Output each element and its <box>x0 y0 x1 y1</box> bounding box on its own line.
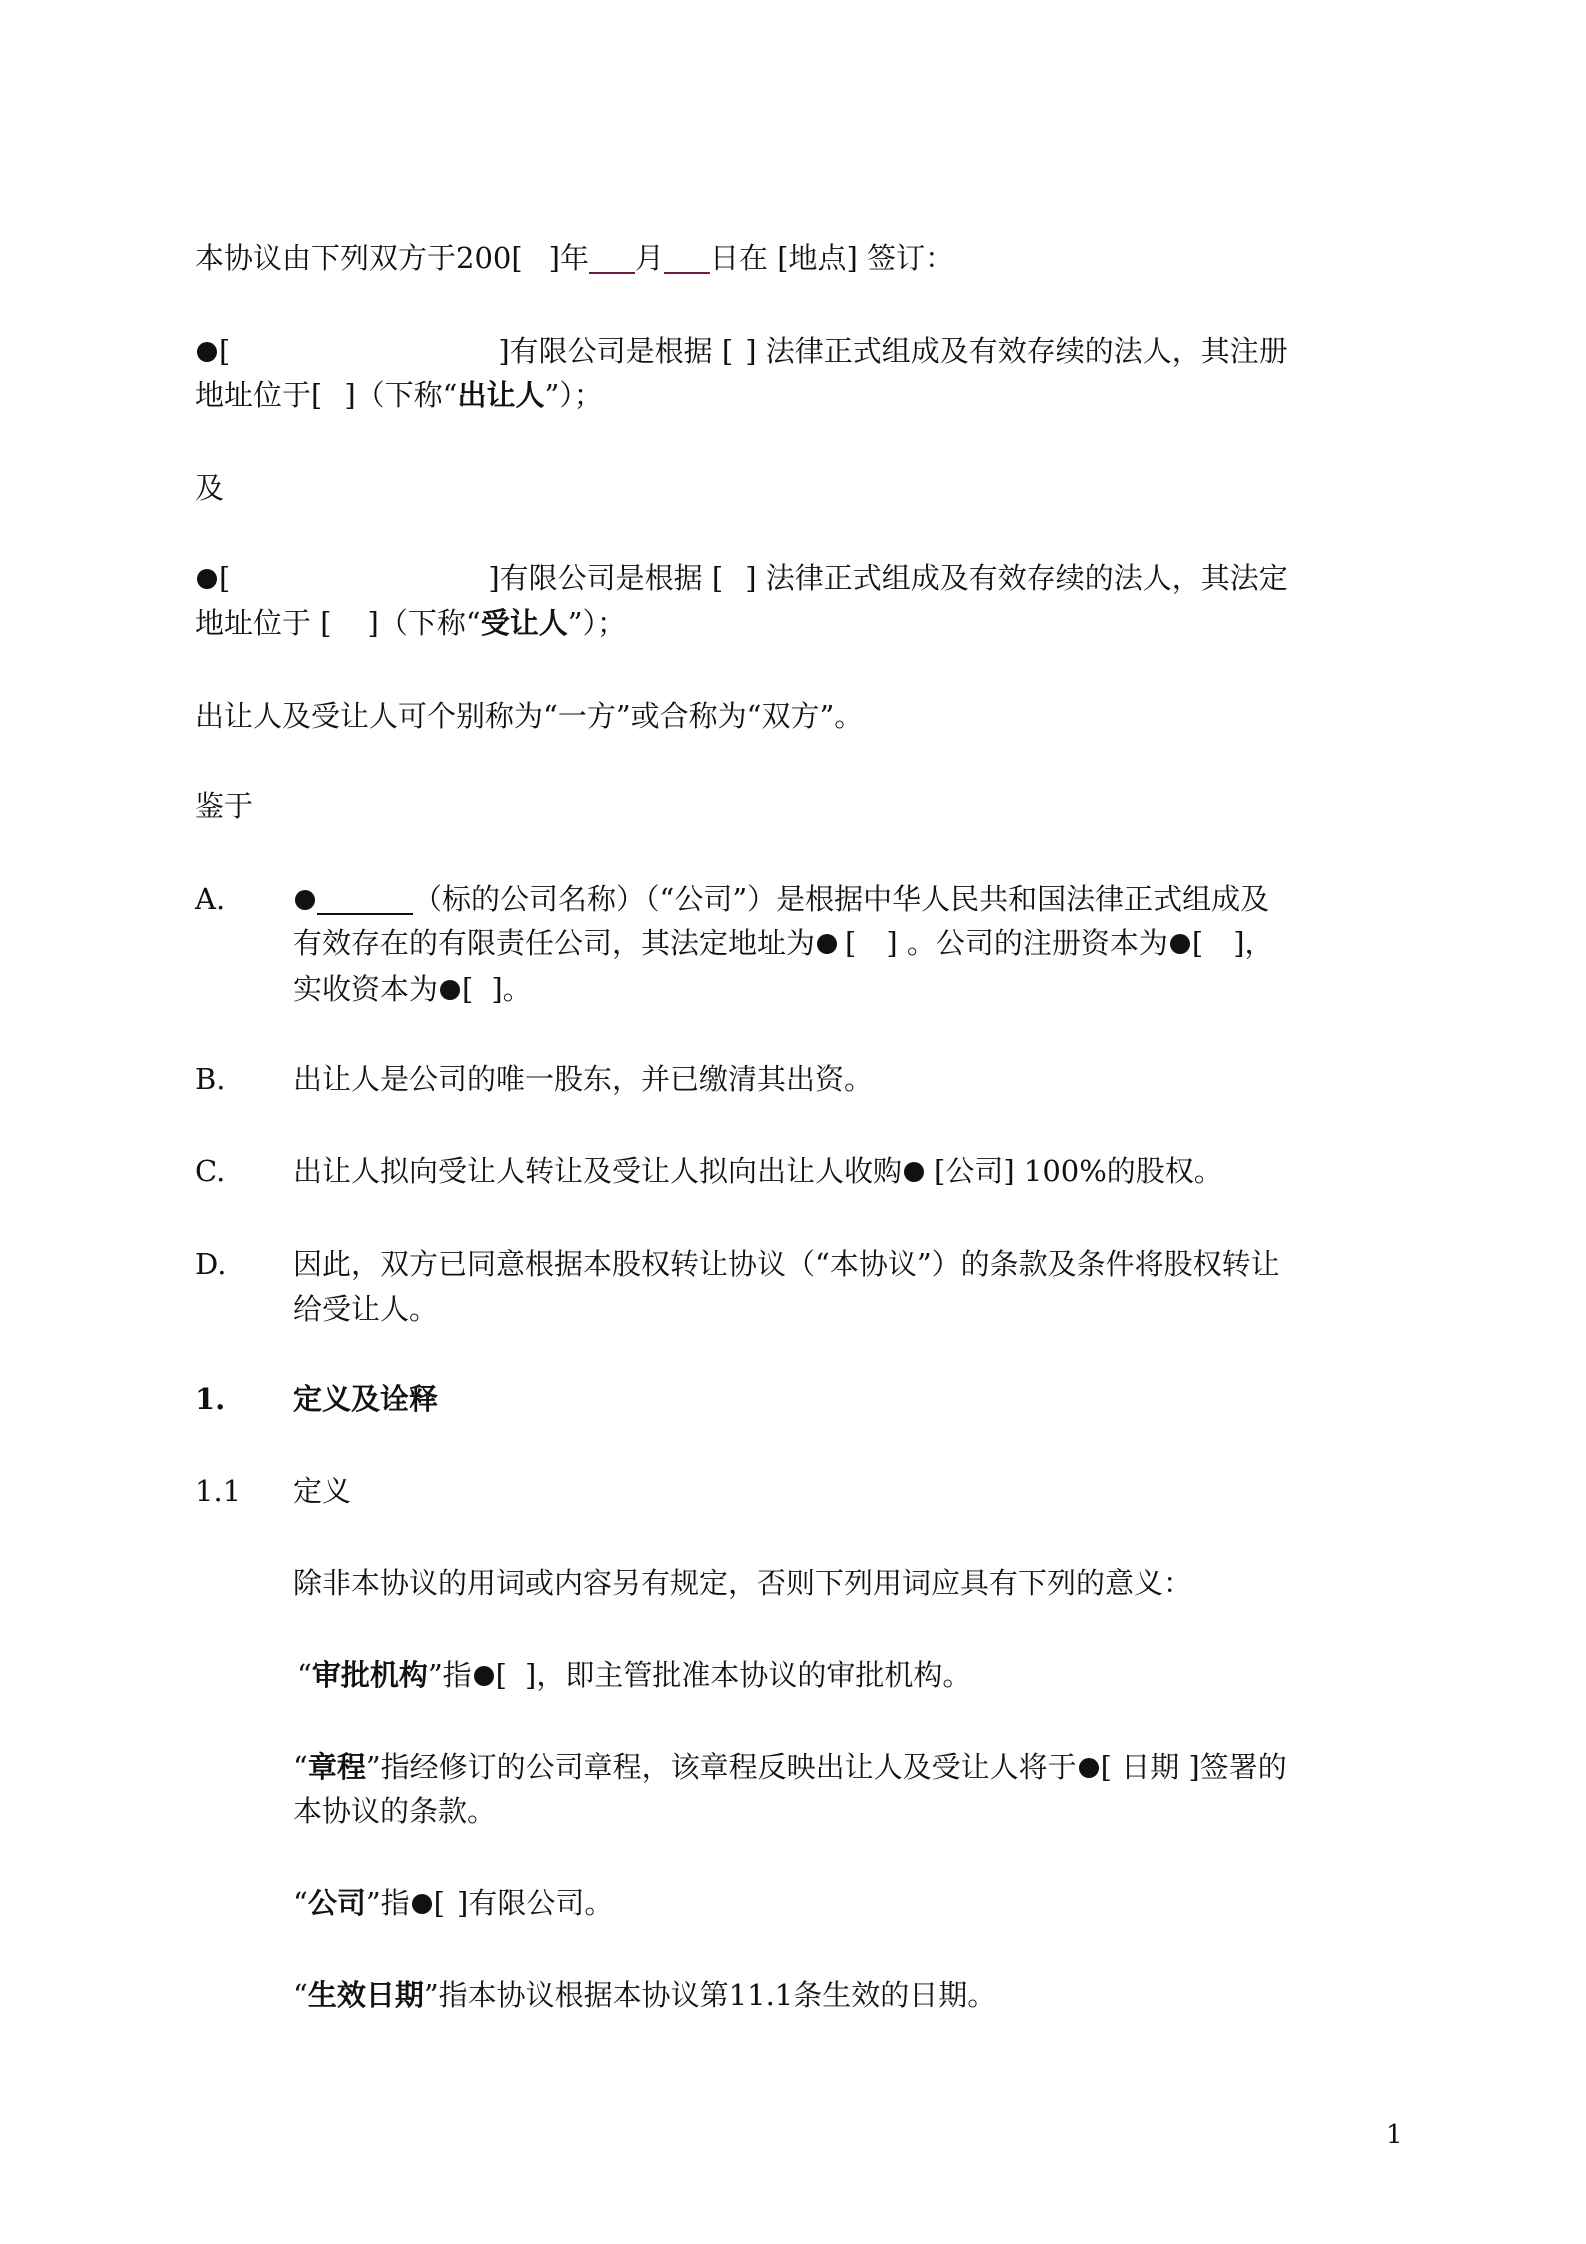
def-company-text: ]有限公司。 <box>457 1886 614 1920</box>
recital-d-line1: 因此，双方已同意根据本股权转让协议（“本协议”）的条款及条件将股权转让 <box>293 1247 1280 1281</box>
section11-title: 定义 <box>293 1474 352 1508</box>
recital-a-text2: 有效存在的有限责任公司，其法定地址为 <box>293 926 816 960</box>
def-articles-line1 <box>293 1746 1287 1788</box>
def-approval-authority <box>297 1654 971 1696</box>
intro-line <box>195 237 954 279</box>
def-effective-date <box>293 1974 996 2016</box>
month-blank <box>589 246 635 274</box>
recital-c-share: [公司] 100%的股权。 <box>934 1154 1223 1188</box>
recital-a-line2 <box>293 922 1274 964</box>
intro-year-label: ]年 <box>548 241 589 275</box>
transferor-term: 出让人 <box>457 378 545 412</box>
def-articles-line2: 本协议的条款。 <box>293 1794 497 1828</box>
def-approval-text: ]，即主管批准本协议的审批机构。 <box>525 1658 972 1692</box>
party2-law-text: ] 法律正式组成及有效存续的法人，其法定 <box>745 561 1288 595</box>
party1-line1 <box>195 330 1288 372</box>
definitions-intro: 除非本协议的用词或内容另有规定，否则下列用词应具有下列的意义： <box>293 1566 1193 1600</box>
def-means: ”指 <box>365 1886 410 1920</box>
party2-line2 <box>195 602 626 644</box>
section11-number: 1.1 <box>195 1474 242 1508</box>
bullet-icon <box>295 890 315 910</box>
party1-law-text: ] 法律正式组成及有效存续的法人，其注册 <box>745 334 1288 368</box>
bullet-icon <box>904 1162 924 1182</box>
party2-address-label: 地址位于 [ <box>195 606 332 640</box>
def-articles-text: ”指经修订的公司章程，该章程反映出让人及受让人将于 <box>365 1750 1077 1784</box>
term-company: 公司 <box>307 1886 366 1920</box>
intro-month-label: 月 <box>635 241 665 275</box>
recital-a-capital: ] 。公司的注册资本为 <box>886 926 1168 960</box>
def-effective-text: ”指本协议根据本协议第11.1条生效的日期。 <box>423 1978 997 2012</box>
party1-hereinafter: ]（下称“ <box>344 378 458 412</box>
bracket-open: [ <box>1191 926 1204 960</box>
party1-company-text: ]有限公司是根据 [ <box>498 334 734 368</box>
bullet-icon <box>197 342 217 362</box>
quote-open: “ <box>293 1750 308 1784</box>
intro-text: 本协议由下列双方于200[ <box>195 241 523 275</box>
bullet-icon <box>474 1666 494 1686</box>
recital-d-line2: 给受让人。 <box>293 1292 439 1326</box>
party1-line2 <box>195 374 603 416</box>
and-line: 及 <box>195 471 225 505</box>
recital-a-label: A. <box>195 882 226 916</box>
company-name-blank <box>317 887 413 915</box>
def-company <box>293 1882 613 1924</box>
quote-open: “ <box>293 1978 308 2012</box>
party1-close: ”）； <box>544 378 603 412</box>
parties-note: 出让人及受让人可个别称为“一方”或合称为“双方”。 <box>195 699 864 733</box>
recital-b-text: 出让人是公司的唯一股东，并已缴清其出资。 <box>293 1062 874 1096</box>
bracket-open: [ <box>433 1886 445 1920</box>
party2-hereinafter: ]（下称“ <box>367 606 481 640</box>
bracket-open: [ <box>462 972 474 1006</box>
party2-line1 <box>195 557 1288 599</box>
quote-open: “ <box>293 1886 308 1920</box>
recital-c-text: 出让人拟向受让人转让及受让人拟向出让人收购 <box>293 1154 903 1188</box>
intro-day-location: 日在 [地点] 签订： <box>710 241 955 275</box>
day-blank <box>664 246 710 274</box>
bracket-open: [ <box>845 926 857 960</box>
party2-close: ”）； <box>567 606 627 640</box>
party2-company-text: ]有限公司是根据 [ <box>488 561 724 595</box>
recital-c-line <box>293 1150 1223 1192</box>
bullet-icon <box>1079 1758 1099 1778</box>
def-means: ”指 <box>427 1658 472 1692</box>
section1-number: 1. <box>195 1382 226 1416</box>
page-number: 1 <box>1386 2120 1403 2150</box>
quote-open: “ <box>297 1658 312 1692</box>
recital-b-label: B. <box>195 1062 226 1096</box>
whereas-heading: 鉴于 <box>195 789 254 823</box>
recital-a-line3 <box>293 968 532 1010</box>
term-effective-date: 生效日期 <box>307 1978 424 2012</box>
term-articles: 章程 <box>307 1750 366 1784</box>
bullet-icon <box>817 934 837 954</box>
bullet-icon <box>197 569 217 589</box>
recital-a-text1: （标的公司名称）（“公司”）是根据中华人民共和国法律正式组成及 <box>413 882 1270 916</box>
section1-title: 定义及诠释 <box>293 1382 439 1416</box>
term-approval-authority: 审批机构 <box>311 1658 428 1692</box>
recital-c-label: C. <box>195 1154 226 1188</box>
bullet-icon <box>440 980 460 1000</box>
recital-a-paidin: 实收资本为 <box>293 972 439 1006</box>
recital-a-line1 <box>293 878 1269 920</box>
bracket-open: [ <box>219 334 231 368</box>
def-articles-date: [ 日期 ]签署的 <box>1100 1750 1287 1784</box>
bracket-close: ]。 <box>491 972 532 1006</box>
recital-d-label: D. <box>195 1247 227 1281</box>
bracket-open: [ <box>495 1658 507 1692</box>
party1-address-label: 地址位于[ <box>195 378 323 412</box>
bracket-open: [ <box>219 561 231 595</box>
bracket-close: ]， <box>1233 926 1274 960</box>
bullet-icon <box>412 1894 432 1914</box>
bullet-icon <box>1170 934 1190 954</box>
transferee-term: 受让人 <box>480 606 568 640</box>
